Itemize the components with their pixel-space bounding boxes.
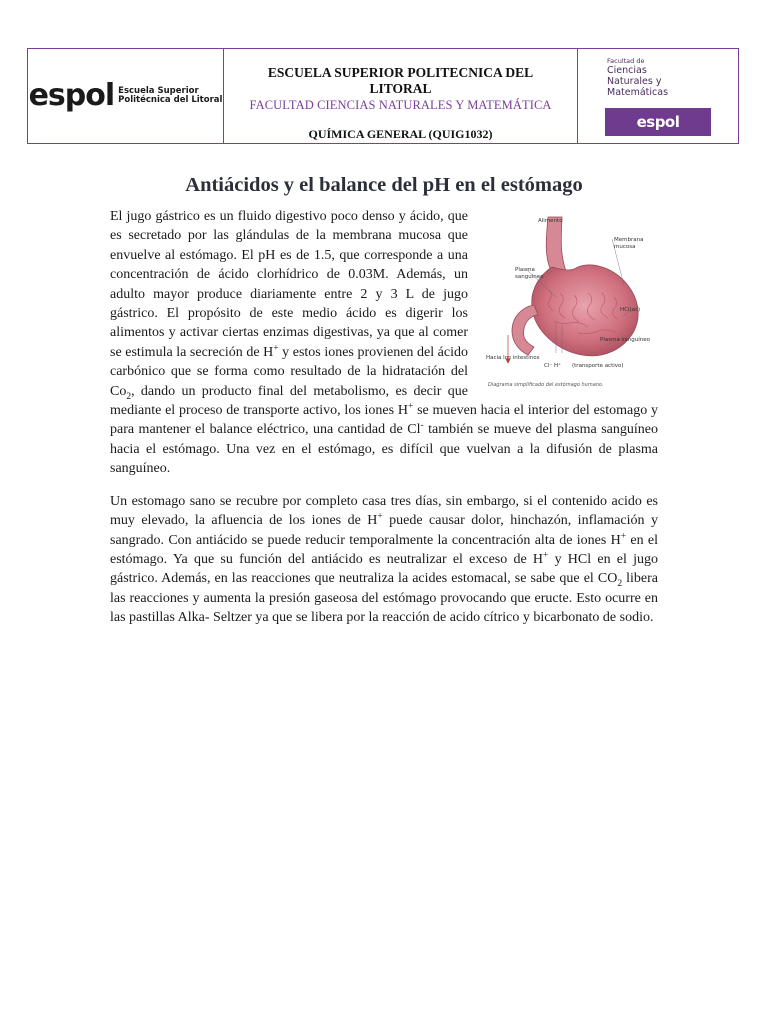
faculty-logo-cell xyxy=(578,49,738,143)
p2-sub-2: 2 xyxy=(617,579,623,590)
p1-text-4: se mueven hacia el interior del estomago y para mantener el balance eléctrico, una cantidad de Cl xyxy=(110,403,658,438)
faculty-logo-line1: Facultad de xyxy=(607,57,645,65)
label-transporte: (transporte activo) xyxy=(572,363,624,369)
faculty-name: FACULTAD CIENCIAS NATURALES Y MATEMÁTICA xyxy=(249,98,552,112)
espol-logo xyxy=(28,78,223,113)
p2-text-2: puede causar dolor, hinchazón, inflamación y sangrado. Con antiácido se puede reducir temporalmente la concentración alta de iones H xyxy=(110,513,658,548)
course-name: QUÍMICA GENERAL (QUIG1032) xyxy=(308,127,493,141)
faculty-logo-line2: Ciencias xyxy=(607,65,647,76)
p2-sup-plus-3: + xyxy=(543,550,549,561)
article-body xyxy=(110,207,658,641)
p1-text-2: y estos iones provienen del ácido carbónico que se forma como resultado de la hidratación del Co xyxy=(110,344,468,399)
p1-sub-2: 2 xyxy=(126,391,132,402)
label-alimento: Alimento xyxy=(538,218,563,224)
document-title: Antiácidos y el balance del pH en el estómago xyxy=(185,174,583,196)
faculty-logo xyxy=(607,57,709,98)
p1-sup-plus-2: + xyxy=(407,401,414,412)
p1-sup-plus-1: + xyxy=(273,343,279,354)
faculty-logo-line3: Naturales y xyxy=(607,76,662,87)
stomach-diagram xyxy=(482,209,658,388)
p1-text-1: El jugo gástrico es un fluido digestivo poco denso y ácido, que es secretado por las glándulas de la membrana mucosa que envuelve al estómago. El pH es de 1.5, que corresponde a una concentración de ácido clorhídrico de 0.03M. Además, un adulto mayor produce diariamente entre 2 y 3 L de jugo gástrico. El propósito de este medio ácido es digerir los alimentos y activar ciertas enzimas digestivas, ya que al comer se estimula la secreción de H xyxy=(110,209,468,360)
p2-sup-plus-2: + xyxy=(620,530,627,541)
paragraph-2 xyxy=(110,492,658,628)
p1-text-3: , dando un producto final del metabolismo, es decir que mediante el proceso de transporte activo, los iones H xyxy=(110,383,468,419)
espol-logo-wordmark: espol xyxy=(28,78,115,113)
espol-logo-cell xyxy=(28,49,224,143)
institution-line-2: LITORAL xyxy=(369,81,432,96)
espol-band-logo: espol xyxy=(605,108,711,136)
p2-sup-plus-1: + xyxy=(377,511,383,522)
p2-text-1: Un estomago sano se recubre por completo casa tres días, sin embargo, si el contenido acido es muy elevado, la afluencia de los iones de H xyxy=(110,493,658,529)
p2-text-4: y HCl en el jugo gástrico. Además, en las reacciones que neutraliza la acides estomacal, se sabe que el CO xyxy=(110,551,658,587)
espol-logo-subtitle xyxy=(118,87,222,106)
document-header xyxy=(27,48,739,144)
espol-logo-sub-line2: Politécnica del Litoral xyxy=(118,95,223,105)
label-membrana-2: mucosa xyxy=(614,244,636,250)
p2-text-5: libera las reacciones y aumenta la presión gaseosa del estómago provocando que eructe. Esto ocurre en las pastillas Alka- Seltzer ya que se libera por la reacción de acido cítrico y bicarbonato de sodio. xyxy=(110,571,659,626)
p1-text-5: también se mueve del plasma sanguíneo hacia el estómago. Una vez en el estómago, es difícil que vuelvan a la difusión de plasma sanguíneo. xyxy=(110,422,658,477)
figure-caption: Diagrama simplificado del estómago humano. xyxy=(488,382,604,388)
p2-text-3: en el estómago. Ya que su función del antiácido es neutralizar el exceso de H xyxy=(110,532,658,567)
institution-line-1: ESCUELA SUPERIOR POLITECNICA DEL xyxy=(267,65,534,80)
espol-logo-sub-line1: Escuela Superior xyxy=(118,85,199,96)
label-plasma-1: Plasma xyxy=(515,267,535,273)
label-plasma-sanguineo: Plasma sanguíneo xyxy=(600,337,651,343)
label-ions: Cl⁻ H⁺ xyxy=(544,363,562,369)
label-membrana-1: Membrana xyxy=(614,237,644,243)
p1-sup-minus: - xyxy=(420,420,424,431)
label-plasma-2: sanguíneo xyxy=(515,274,544,280)
header-center-cell xyxy=(224,49,578,143)
label-hacia-intestinos: Hacia los intestinos xyxy=(486,355,540,361)
label-hcl: HCl(ac) xyxy=(620,307,641,313)
faculty-logo-line4: Matemáticas xyxy=(607,87,669,98)
